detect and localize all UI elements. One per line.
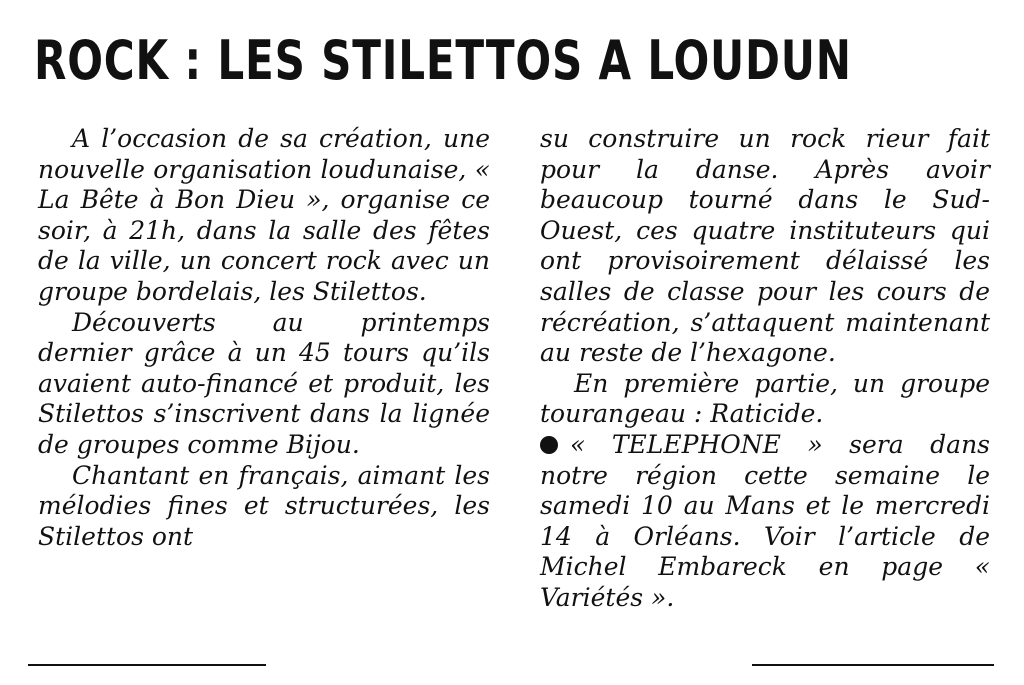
left-column [38, 124, 490, 552]
bullet-icon [540, 436, 558, 454]
bottom-rule-left [28, 664, 266, 666]
bottom-rule-right [752, 664, 994, 666]
brief-text: « TELEPHONE » sera dans notre région cette semaine le samedi 10 au Mans et le mercredi 14 à Orléans. Voir l’article de Michel Embareck en page « Variétés ». [540, 429, 990, 612]
paragraph-opening-act: En première partie, un groupe tourangeau : Raticide. [540, 368, 990, 429]
paragraph-style: Chantant en français, aimant les mélodies fines et structurées, les Stilettos ont [38, 460, 490, 551]
paragraph-announcement: A l’occasion de sa création, une nouvelle organisation loudunaise, « La Bête à Bon Dieu », organise ce soir, à 21h, dans la salle des fêtes de la ville, un concert rock avec un groupe bordelais, les Stilettos. [38, 124, 490, 306]
right-column [540, 124, 990, 614]
paragraph-continuation: su construire un rock rieur fait pour la danse. Après avoir beaucoup tourné dans le Sud-Ouest, ces quatre instituteurs qui ont provisoirement délaissé les salles de classe pour les cours de récréation, s’attaquent maintenant au reste de l’hexagone. [540, 124, 990, 368]
headline: ROCK : LES STILETTOS A LOUDUN [34, 29, 852, 92]
paragraph-discovery: Découverts au printemps dernier grâce à un 45 tours qu’ils avaient auto-financé et produit, les Stilettos s’inscrivent dans la lignée de groupes comme Bijou. [38, 307, 490, 459]
paragraph-brief [540, 430, 990, 614]
